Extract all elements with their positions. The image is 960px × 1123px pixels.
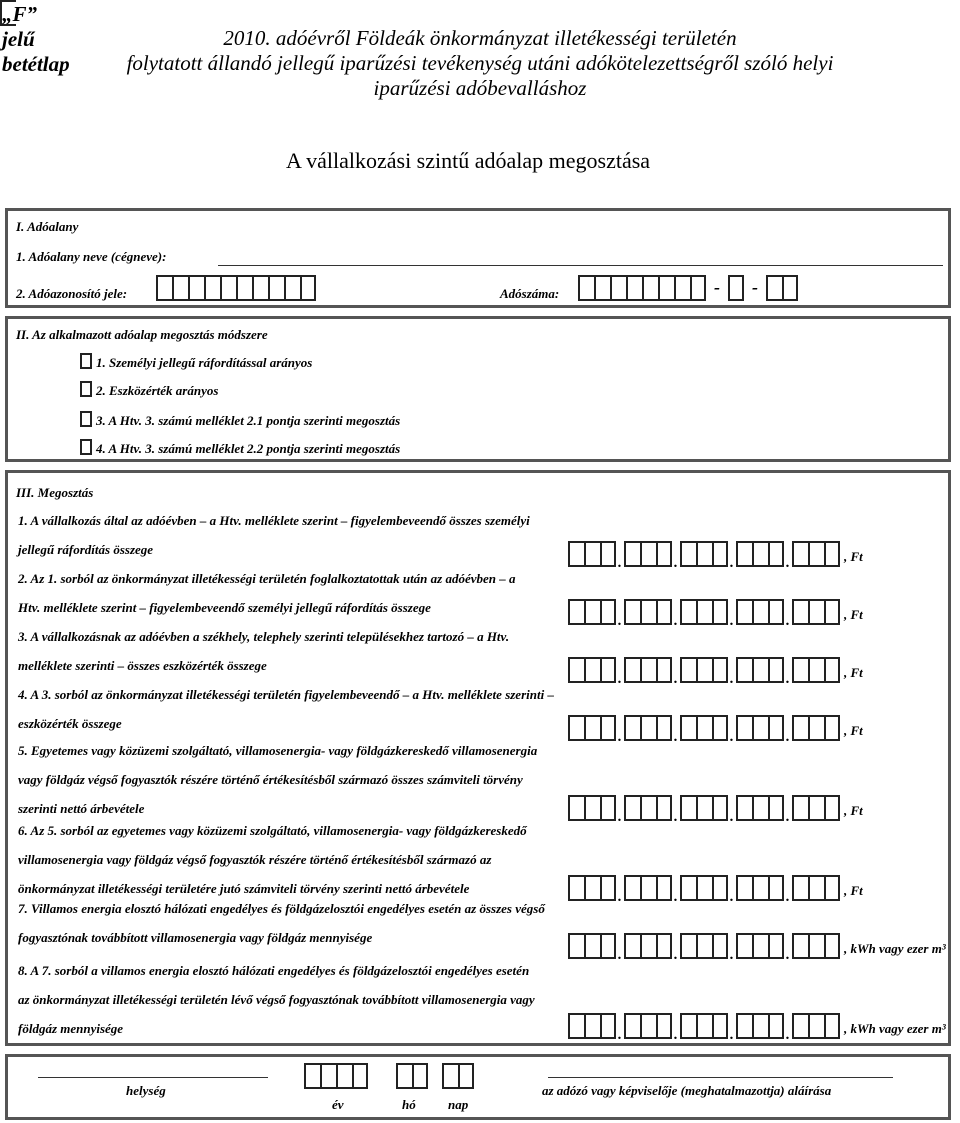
- method-checkbox-1[interactable]: [80, 353, 92, 369]
- name-field[interactable]: [218, 265, 943, 266]
- row-5-label: vagy földgáz végső fogyasztók részére történő értékesítésből származó összes számviteli törvény: [18, 772, 523, 787]
- method-checkbox-2[interactable]: [80, 381, 92, 397]
- month-field[interactable]: [396, 1061, 428, 1089]
- row-8-label: földgáz mennyisége: [18, 1021, 124, 1036]
- year-label: év: [332, 1097, 344, 1112]
- row-2-label: Htv. melléklete szerint – figyelembeveendő személyi jellegű ráfordítás összege: [18, 600, 431, 615]
- signature-field[interactable]: [548, 1077, 893, 1078]
- row-3-label: melléklete szerinti – összes eszközérték összege: [18, 658, 267, 673]
- form-title: „F” jelű betétlap: [2, 2, 70, 76]
- place-field[interactable]: [38, 1077, 268, 1078]
- row-2-label: 2. Az 1. sorból az önkormányzat illetékességi területén foglalkoztatottak után az adóévben – a: [18, 571, 516, 586]
- row-1-label: 1. A vállalkozás által az adóévben – a Htv. melléklete szerint – figyelembeveendő összes személyi: [18, 513, 530, 528]
- month-label: hó: [402, 1097, 416, 1112]
- row-7-label: 7. Villamos energia elosztó hálózati engedélyes és földgázelosztói engedélyes esetén az összes végső: [18, 901, 545, 916]
- row-4-label: 4. A 3. sorból az önkormányzat illetékességi területén figyelembeveendő – a Htv. melléklete szerinti –: [18, 687, 554, 702]
- row-1-unit: , Ft: [844, 549, 863, 564]
- method-option-4: 4. A Htv. 3. számú melléklet 2.2 pontja szerinti megosztás: [96, 441, 401, 456]
- name-label: 1. Adóalany neve (cégneve):: [16, 249, 167, 264]
- row-6-unit: , Ft: [844, 883, 863, 898]
- dash: -: [714, 277, 720, 297]
- row-8-label: az önkormányzat illetékességi területén lévő végső fogyasztónak továbbított villamosenergia vagy: [18, 992, 535, 1007]
- row-4-unit: , Ft: [844, 723, 863, 738]
- row-8-amount-field[interactable]: . . . . , kWh vagy ezer m³: [568, 1011, 946, 1039]
- row-6-amount-field[interactable]: . . . . , Ft: [568, 873, 863, 901]
- row-6-label: 6. Az 5. sorból az egyetemes vagy közüzemi szolgáltató, villamosenergia- vagy földgázkereskedő: [18, 823, 527, 838]
- place-label: helység: [126, 1083, 166, 1098]
- method-checkbox-4[interactable]: [80, 439, 92, 455]
- row-7-label: fogyasztónak továbbított villamosenergia vagy földgáz mennyisége: [18, 930, 373, 945]
- row-4-amount-field[interactable]: . . . . , Ft: [568, 713, 863, 741]
- tax-number-label: Adószáma:: [500, 286, 560, 301]
- tax-number-field[interactable]: [578, 273, 798, 301]
- section-title: II. Az alkalmazott adóalap megosztás módszere: [16, 327, 268, 342]
- method-option-2: 2. Eszközérték arányos: [96, 383, 219, 398]
- row-8-unit: , kWh vagy ezer m³: [844, 1021, 946, 1036]
- row-4-label: eszközérték összege: [18, 716, 122, 731]
- day-field[interactable]: [442, 1061, 474, 1089]
- dash: -: [752, 277, 758, 297]
- method-option-3: 3. A Htv. 3. számú melléklet 2.1 pontja szerinti megosztás: [96, 413, 401, 428]
- header: [0, 0, 960, 101]
- signature-label: az adózó vagy képviselője (meghatalmazottja) aláírása: [542, 1083, 832, 1098]
- form-title-line-4: iparűzési adóbevalláshoz: [373, 76, 587, 100]
- form-title-line-3: folytatott állandó jellegű iparűzési tevékenység utáni adókötelezettségről szóló helyi: [126, 51, 834, 75]
- section-title: III. Megosztás: [16, 485, 94, 500]
- section-adoalany: [5, 208, 951, 308]
- row-3-label: 3. A vállalkozásnak az adóévben a székhely, telephely szerinti településekhez tartozó – a Htv.: [18, 629, 510, 644]
- row-5-amount-field[interactable]: . . . . , Ft: [568, 793, 863, 821]
- day-label: nap: [448, 1097, 469, 1112]
- section-signature: [5, 1054, 951, 1120]
- form-title-line-2: 2010. adóévről Földeák önkormányzat illetékességi területén: [223, 26, 737, 50]
- row-6-label: villamosenergia vagy földgáz végső fogyasztók részére történő értékesítésből származó az: [18, 852, 492, 867]
- method-checkbox-3[interactable]: [80, 411, 92, 427]
- section-method: [5, 316, 951, 462]
- row-7-amount-field[interactable]: . . . . , kWh vagy ezer m³: [568, 931, 946, 959]
- row-8-label: 8. A 7. sorból a villamos energia elosztó hálózati engedélyes és földgázelosztói engedélyes esetén: [18, 963, 530, 978]
- row-2-unit: , Ft: [844, 607, 863, 622]
- row-3-unit: , Ft: [844, 665, 863, 680]
- section-title: I. Adóalany: [16, 219, 79, 234]
- row-2-amount-field[interactable]: . . . . , Ft: [568, 597, 863, 625]
- row-3-amount-field[interactable]: . . . . , Ft: [568, 655, 863, 683]
- row-5-unit: , Ft: [844, 803, 863, 818]
- row-6-label: önkormányzat illetékességi területére jutó számviteli törvény szerinti nettó árbevétele: [18, 881, 470, 896]
- row-7-unit: , kWh vagy ezer m³: [844, 941, 946, 956]
- row-5-label: szerinti nettó árbevétele: [18, 801, 145, 816]
- tax-id-field[interactable]: [156, 273, 316, 301]
- row-1-label: jellegű ráfordítás összege: [18, 542, 154, 557]
- year-field[interactable]: [304, 1061, 368, 1089]
- row-5-label: 5. Egyetemes vagy közüzemi szolgáltató, villamosenergia- vagy földgázkereskedő villamosenergia: [18, 743, 538, 758]
- page-subtitle: A vállalkozási szintű adóalap megosztása: [285, 148, 651, 173]
- section-megosztas: [5, 470, 951, 1046]
- row-1-amount-field[interactable]: . . . . , Ft: [568, 539, 863, 567]
- tax-id-label: 2. Adóazonosító jele:: [16, 286, 128, 301]
- method-option-1: 1. Személyi jellegű ráfordítással arányos: [96, 355, 313, 370]
